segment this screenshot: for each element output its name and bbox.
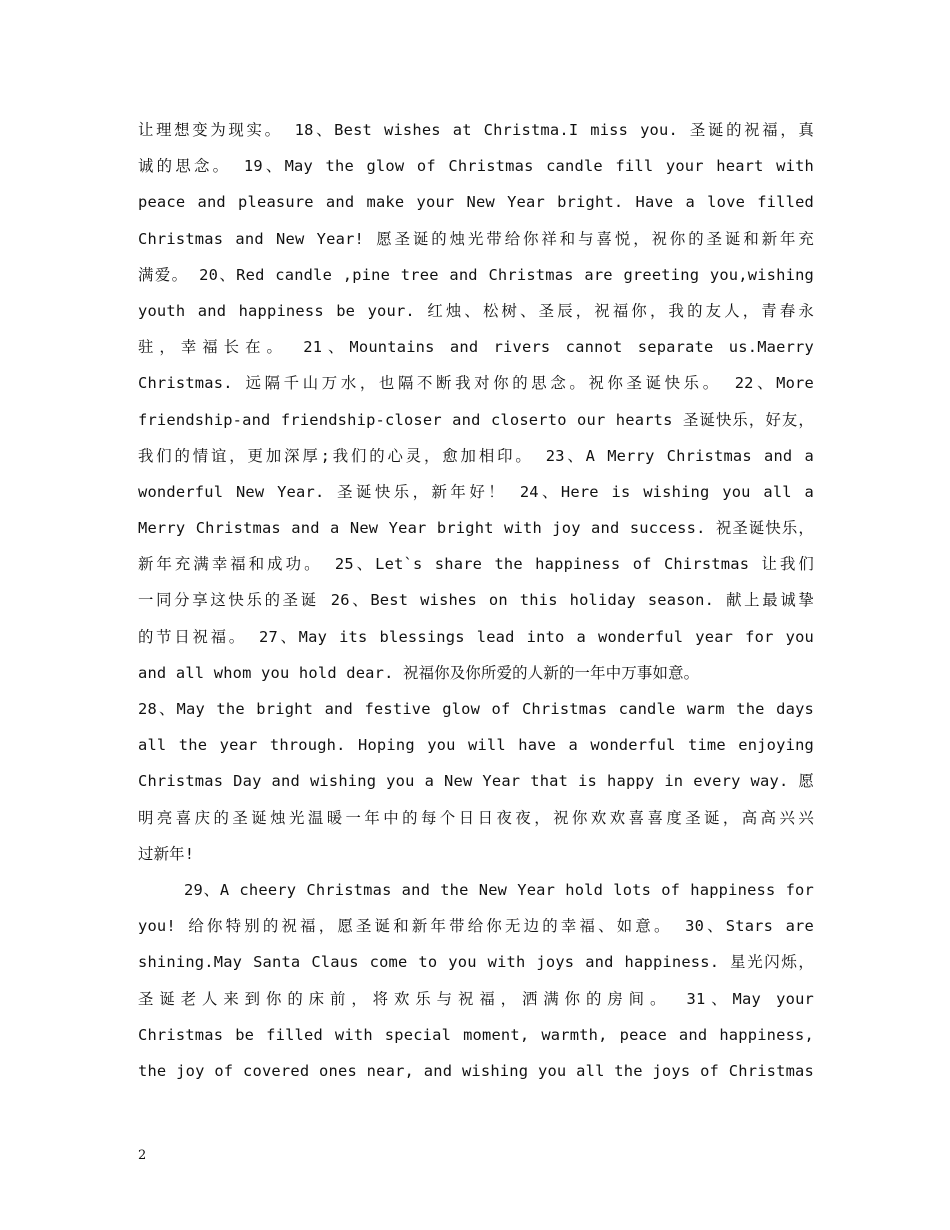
body-text (138, 112, 814, 1089)
text-line: Christmas. 远隔千山万水，也隔不断我对你的思念。祝你圣诞快乐。 22、More (138, 374, 814, 393)
text-line: 28、May the bright and festive glow of Christmas candle warm the days (138, 700, 814, 718)
text-line: 明亮喜庆的圣诞烛光温暖一年中的每个日日夜夜，祝你欢欢喜喜度圣诞，高高兴兴 (138, 808, 814, 827)
page-number: 2 (138, 1148, 147, 1163)
text-line: 诚的思念。 19、May the glow of Christmas candle fill your heart with (138, 157, 814, 176)
text-line: 让理想变为现实。 18、Best wishes at Christma.I miss you. 圣诞的祝福，真 (138, 121, 814, 139)
text-line: the joy of covered ones near, and wishing you all the joys of Christmas (138, 1061, 814, 1080)
text-line: shining.May Santa Claus come to you with joys and happiness. 星光闪烁， (138, 953, 814, 972)
text-line: 我们的情谊，更加深厚;我们的心灵，愈加相印。 23、A Merry Christmas and a (138, 446, 814, 465)
text-line: Christmas be filled with special moment, warmth, peace and happiness, (138, 1025, 814, 1044)
text-line: 过新年! (138, 844, 195, 863)
text-line: and all whom you hold dear. 祝福你及你所爱的人新的一年中万事如意。 (138, 663, 700, 682)
text-line: all the year through. Hoping you will have a wonderful time enjoying (138, 736, 814, 755)
text-line: wonderful New Year. 圣诞快乐，新年好！ 24、Here is wishing you all a (138, 482, 814, 501)
text-line: 驻，幸福长在。 21、Mountains and rivers cannot separate us.Maerry (138, 338, 814, 357)
text-line: 新年充满幸福和成功。 25、Let`s share the happiness of Chirstmas 让我们 (138, 555, 814, 574)
text-line: peace and pleasure and make your New Year bright. Have a love filled (138, 193, 814, 212)
text-line: 满爱。 20、Red candle ,pine tree and Christmas are greeting you,wishing (138, 265, 814, 284)
text-line: friendship-and friendship-closer and closerto our hearts 圣诞快乐，好友， (138, 410, 814, 429)
text-line: 29、A cheery Christmas and the New Year hold lots of happiness for (184, 880, 814, 899)
text-line: 圣诞老人来到你的床前，将欢乐与祝福，洒满你的房间。 31、May your (138, 989, 814, 1008)
text-line: you! 给你特别的祝福，愿圣诞和新年带给你无边的幸福、如意。 30、Stars are (138, 917, 814, 936)
text-line: youth and happiness be your. 红烛、松树、圣辰，祝福你，我的友人，青春永 (138, 301, 814, 320)
text-line: 的节日祝福。 27、May its blessings lead into a wonderful year for you (138, 627, 814, 646)
text-line: Merry Christmas and a New Year bright with joy and success. 祝圣诞快乐， (138, 519, 814, 538)
text-line: Christmas Day and wishing you a New Year that is happy in every way. 愿 (138, 772, 814, 791)
text-line: 一同分享这快乐的圣诞 26、Best wishes on this holiday season. 献上最诚挚 (138, 591, 814, 610)
text-line: Christmas and New Year! 愿圣诞的烛光带给你祥和与喜悦，祝你的圣诞和新年充 (138, 229, 814, 248)
